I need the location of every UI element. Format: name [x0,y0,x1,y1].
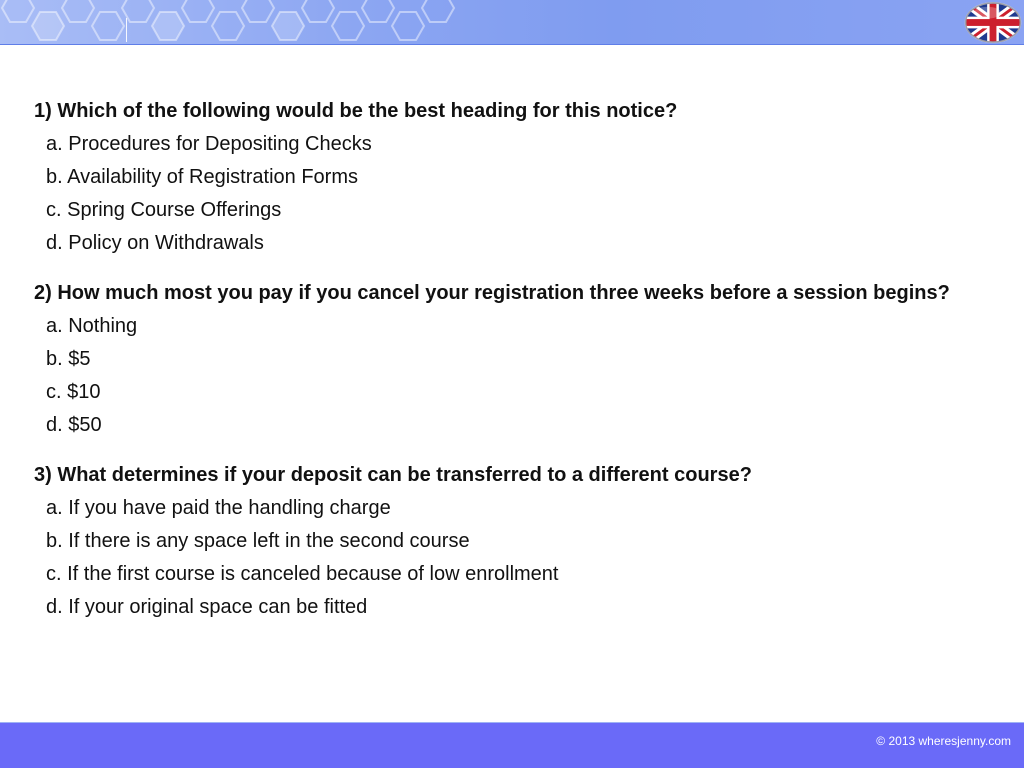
answer-option-a: a. If you have paid the handling charge [46,497,391,519]
answer-option-b: b. $5 [46,348,91,370]
question-text: 2) How much most you pay if you cancel your registration three weeks before a session begins? [34,282,950,304]
quiz-content [34,99,994,645]
footer-bar [0,723,1024,768]
question-2 [34,281,994,437]
answer-option-d: d. If your original space can be fitted [46,596,368,618]
answer-option-c: c. If the first course is canceled because of low enrollment [46,563,559,585]
answer-option-a: a. Nothing [46,315,138,337]
answer-option-c: c. Spring Course Offerings [46,199,282,221]
answer-option-a: a. Procedures for Depositing Checks [46,133,372,155]
banner-divider [126,18,127,42]
top-banner [0,0,1024,44]
copyright-text: © 2013 wheresjenny.com [876,734,1011,748]
question-3 [34,463,994,619]
answer-option-d: d. Policy on Withdrawals [46,232,264,254]
answer-option-d: d. $50 [46,414,102,436]
answer-option-c: c. $10 [46,381,101,403]
question-text: 3) What determines if your deposit can be transferred to a different course? [34,464,752,486]
answer-option-b: b. If there is any space left in the second course [46,530,470,552]
answer-option-b: b. Availability of Registration Forms [46,166,358,188]
question-1 [34,99,994,255]
question-text: 1) Which of the following would be the best heading for this notice? [34,100,678,122]
banner-rule [0,44,1024,45]
uk-flag-icon[interactable] [963,1,1023,44]
hexagon-pattern-decoration [0,0,470,44]
